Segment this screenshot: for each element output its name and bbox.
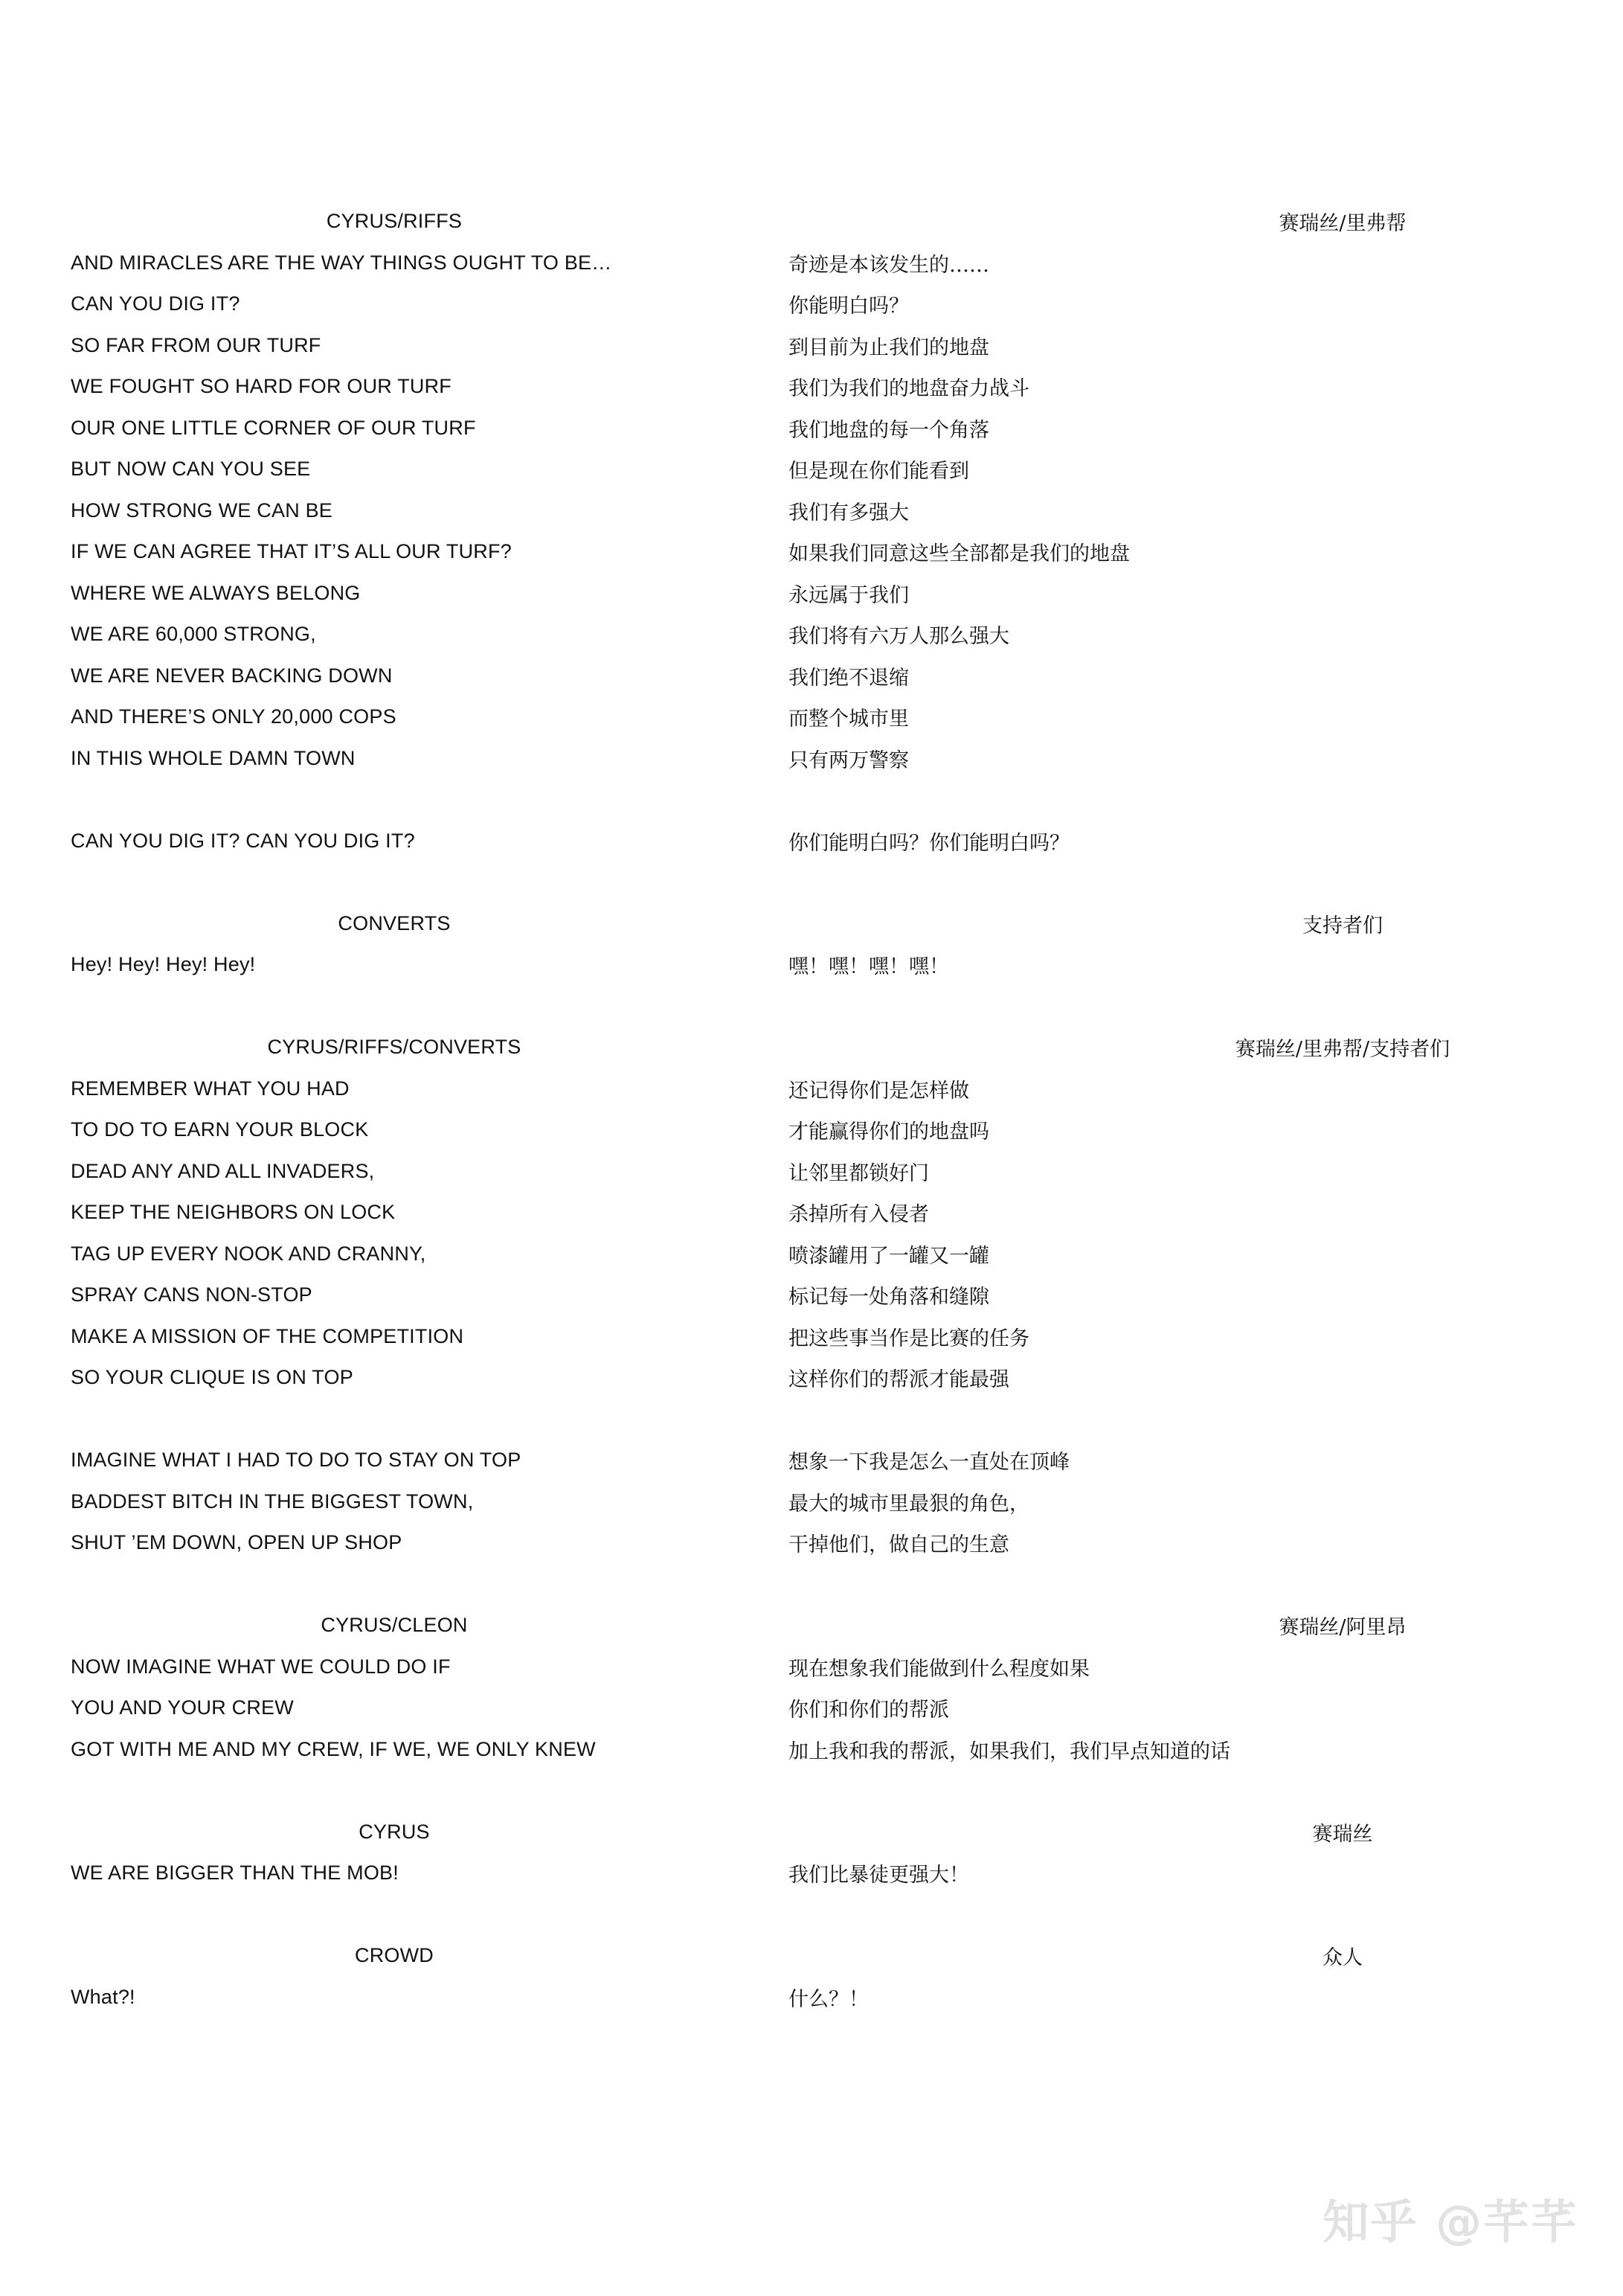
- lyric-english: SPRAY CANS NON-STOP: [71, 1283, 312, 1306]
- lyric-english: CAN YOU DIG IT? CAN YOU DIG IT?: [71, 829, 415, 852]
- lyric-line: [0, 1234, 1623, 1275]
- lyric-chinese: 只有两万警察: [788, 748, 909, 772]
- lyric-line: [0, 1357, 1623, 1399]
- lyric-english: IF WE CAN AGREE THAT IT’S ALL OUR TURF?: [71, 540, 512, 563]
- heading-chinese: [744, 1611, 1623, 1640]
- lyric-line: [0, 1646, 1623, 1688]
- lyric-english: MAKE A MISSION OF THE COMPETITION: [71, 1324, 464, 1347]
- lyric-english: OUR ONE LITTLE CORNER OF OUR TURF: [71, 416, 476, 439]
- lyric-chinese: 才能赢得你们的地盘吗: [788, 1120, 989, 1144]
- section-heading: [0, 1812, 1623, 1853]
- lyric-english: HOW STRONG WE CAN BE: [71, 498, 333, 522]
- section-spacer: [0, 1894, 1623, 1936]
- lyric-chinese: 把这些事当作是比赛的任务: [788, 1327, 1029, 1350]
- lyric-line: [0, 366, 1623, 408]
- lyric-chinese: 我们比暴徒更强大！: [788, 1864, 969, 1888]
- lyric-line: [0, 531, 1623, 573]
- section-heading: [0, 1935, 1623, 1977]
- lyric-chinese: 永远属于我们: [788, 583, 909, 607]
- lyric-chinese: 我们地盘的每一个角落: [788, 418, 989, 442]
- lyric-english: WE FOUGHT SO HARD FOR OUR TURF: [71, 375, 451, 398]
- lyric-line: [0, 1151, 1623, 1193]
- lyric-english: WE ARE NEVER BACKING DOWN: [71, 664, 393, 687]
- lyric-english: BADDEST BITCH IN THE BIGGEST TOWN,: [71, 1489, 474, 1513]
- lyric-line: [0, 243, 1623, 284]
- lyric-line: [0, 1977, 1623, 2018]
- lyric-line: [0, 821, 1623, 862]
- heading-chinese: [744, 1941, 1623, 1970]
- heading-chinese-text: 支持者们: [1302, 914, 1383, 937]
- heading-english: CYRUS/RIFFS/CONVERTS: [267, 1036, 521, 1059]
- heading-chinese: [744, 909, 1623, 938]
- section-heading: [0, 1027, 1623, 1068]
- lyric-line: [0, 1481, 1623, 1523]
- lyric-line: [0, 1440, 1623, 1481]
- lyric-line: [0, 614, 1623, 655]
- lyric-chinese: 想象一下我是怎么一直处在顶峰: [788, 1451, 1070, 1475]
- lyric-line: [0, 1068, 1623, 1110]
- lyric-chinese: 杀掉所有入侵者: [788, 1203, 929, 1227]
- lyric-english: TO DO TO EARN YOUR BLOCK: [71, 1118, 369, 1141]
- lyric-chinese: 我们绝不退缩: [788, 666, 909, 690]
- heading-chinese-text: 众人: [1322, 1946, 1363, 1970]
- lyric-english: GOT WITH ME AND MY CREW, IF WE, WE ONLY KNEW: [71, 1737, 596, 1760]
- lyric-chinese: 嘿！嘿！嘿！嘿！: [788, 955, 949, 979]
- lyric-english: Hey! Hey! Hey! Hey!: [71, 953, 256, 976]
- lyric-chinese: 我们将有六万人那么强大: [788, 625, 1009, 649]
- lyric-english: What?!: [71, 1985, 135, 2008]
- lyric-line: [0, 1687, 1623, 1729]
- lyric-english: AND MIRACLES ARE THE WAY THINGS OUGHT TO BE…: [71, 251, 612, 274]
- section-spacer: [0, 1770, 1623, 1812]
- lyric-line: [0, 1729, 1623, 1771]
- lyric-english: SHUT ’EM DOWN, OPEN UP SHOP: [71, 1531, 402, 1554]
- lyric-chinese: 标记每一处角落和缝隙: [788, 1286, 989, 1309]
- lyric-english: BUT NOW CAN YOU SEE: [71, 458, 311, 481]
- lyric-english: TAG UP EVERY NOOK AND CRANNY,: [71, 1242, 426, 1265]
- lyric-chinese: 你们能明白吗？你们能明白吗？: [788, 831, 1070, 855]
- heading-english: CROWD: [355, 1944, 434, 1967]
- lyric-chinese: 我们为我们的地盘奋力战斗: [788, 377, 1029, 401]
- lyric-line: [0, 1109, 1623, 1151]
- lyric-chinese: 奇迹是本该发生的……: [788, 253, 989, 277]
- heading-chinese-text: 赛瑞丝/阿里昂: [1279, 1616, 1407, 1640]
- section-spacer: [0, 862, 1623, 903]
- lyric-line: [0, 283, 1623, 325]
- lyric-chinese: 我们有多强大: [788, 501, 909, 525]
- lyric-line: [0, 490, 1623, 532]
- heading-chinese: [744, 1033, 1623, 1062]
- lyric-chinese: 你们和你们的帮派: [788, 1699, 949, 1722]
- lyric-english: WE ARE 60,000 STRONG,: [71, 623, 316, 646]
- lyric-chinese: 加上我和我的帮派，如果我们，我们早点知道的话: [788, 1739, 1230, 1763]
- lyric-chinese: 但是现在你们能看到: [788, 460, 969, 484]
- stanza-break: [0, 779, 1623, 821]
- lyric-line: [0, 1192, 1623, 1234]
- lyric-chinese: 到目前为止我们的地盘: [788, 336, 989, 359]
- section-spacer: [0, 1564, 1623, 1606]
- lyric-english: WHERE WE ALWAYS BELONG: [71, 581, 361, 604]
- lyric-english: AND THERE’S ONLY 20,000 COPS: [71, 705, 396, 728]
- lyrics-page: [0, 201, 1623, 2018]
- lyric-chinese: 这样你们的帮派才能最强: [788, 1368, 1009, 1392]
- heading-english: CONVERTS: [338, 911, 451, 934]
- lyric-english: CAN YOU DIG IT?: [71, 292, 240, 315]
- lyric-english: SO FAR FROM OUR TURF: [71, 333, 321, 356]
- heading-chinese-text: 赛瑞丝: [1312, 1822, 1373, 1846]
- lyric-line: [0, 1316, 1623, 1358]
- watermark: 知乎 @芊芊: [1322, 2195, 1578, 2249]
- heading-chinese: [744, 207, 1623, 236]
- section-heading: [0, 1605, 1623, 1646]
- lyric-line: [0, 944, 1623, 986]
- section-heading: [0, 903, 1623, 945]
- lyric-line: [0, 1274, 1623, 1316]
- lyric-line: [0, 408, 1623, 449]
- lyric-english: IN THIS WHOLE DAMN TOWN: [71, 746, 356, 769]
- heading-english: CYRUS: [359, 1820, 430, 1843]
- lyric-english: KEEP THE NEIGHBORS ON LOCK: [71, 1201, 396, 1224]
- lyric-line: [0, 1853, 1623, 1894]
- lyric-chinese: 还记得你们是怎样做: [788, 1079, 969, 1103]
- lyric-line: [0, 1522, 1623, 1564]
- lyric-chinese: 干掉他们，做自己的生意: [788, 1533, 1009, 1557]
- heading-english: CYRUS/RIFFS: [326, 210, 463, 233]
- heading-chinese: [744, 1818, 1623, 1847]
- lyric-line: [0, 325, 1623, 367]
- lyric-line: [0, 573, 1623, 615]
- lyric-line: [0, 655, 1623, 697]
- lyric-english: YOU AND YOUR CREW: [71, 1696, 294, 1719]
- heading-chinese-text: 赛瑞丝/里弗帮: [1279, 212, 1407, 236]
- lyric-chinese: 而整个城市里: [788, 708, 909, 731]
- section-spacer: [0, 986, 1623, 1027]
- lyric-english: WE ARE BIGGER THAN THE MOB!: [71, 1862, 399, 1885]
- lyric-chinese: 现在想象我们能做到什么程度如果: [788, 1657, 1090, 1681]
- section-heading: [0, 201, 1623, 243]
- lyric-chinese: 你能明白吗？: [788, 295, 909, 318]
- lyric-english: REMEMBER WHAT YOU HAD: [71, 1077, 350, 1100]
- lyric-english: SO YOUR CLIQUE IS ON TOP: [71, 1366, 353, 1389]
- heading-english: CYRUS/CLEON: [321, 1614, 468, 1637]
- lyric-chinese: 最大的城市里最狠的角色，: [788, 1492, 1029, 1516]
- lyric-chinese: 让邻里都锁好门: [788, 1161, 929, 1185]
- lyric-english: DEAD ANY AND ALL INVADERS,: [71, 1159, 375, 1182]
- heading-chinese-text: 赛瑞丝/里弗帮/支持者们: [1235, 1038, 1450, 1062]
- lyric-chinese: 什么？！: [788, 1987, 869, 2011]
- lyric-english: IMAGINE WHAT I HAD TO DO TO STAY ON TOP: [71, 1449, 521, 1472]
- lyric-chinese: 喷漆罐用了一罐又一罐: [788, 1244, 989, 1268]
- lyric-english: NOW IMAGINE WHAT WE COULD DO IF: [71, 1655, 451, 1678]
- stanza-break: [0, 1399, 1623, 1440]
- lyric-line: [0, 696, 1623, 738]
- lyric-line: [0, 449, 1623, 490]
- lyric-chinese: 如果我们同意这些全部都是我们的地盘: [788, 542, 1130, 566]
- lyric-line: [0, 738, 1623, 780]
